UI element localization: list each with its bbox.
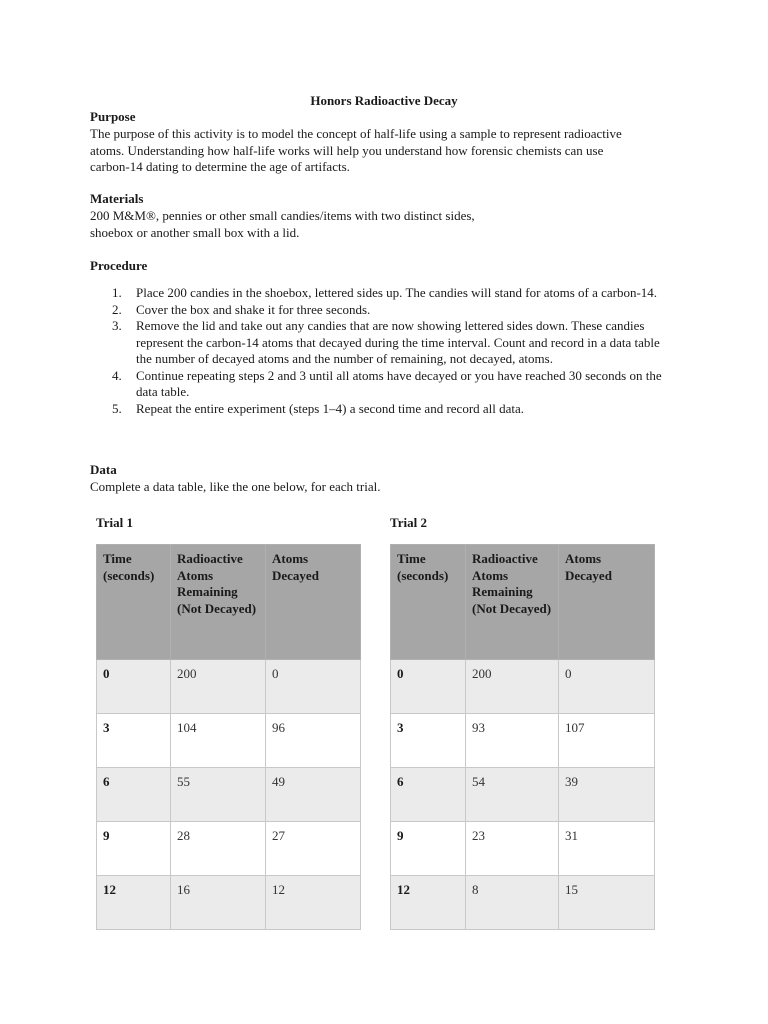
- trial-2-table: [390, 544, 655, 930]
- remaining-cell: 54: [466, 768, 559, 822]
- time-cell: 9: [391, 822, 466, 876]
- purpose-paragraph: [90, 126, 650, 176]
- column-header-time: Time (seconds): [391, 545, 466, 660]
- remaining-cell: 8: [466, 876, 559, 930]
- column-header-decayed: Atoms Decayed: [266, 545, 361, 660]
- decayed-cell: 107: [559, 714, 655, 768]
- column-header-remaining: Radioactive Atoms Remaining (Not Decayed): [466, 545, 559, 660]
- materials-line: 200 M&M®, pennies or other small candies/items with two distinct sides,: [90, 208, 475, 223]
- trial-1-table: [96, 544, 361, 930]
- table-row: [391, 768, 655, 822]
- purpose-line: carbon-14 dating to determine the age of artifacts.: [90, 159, 350, 174]
- table-row: [391, 660, 655, 714]
- step-text: Place 200 candies in the shoebox, lettered sides up. The candies will stand for atoms of a carbon-14.: [136, 285, 658, 300]
- remaining-cell: 93: [466, 714, 559, 768]
- procedure-step: [90, 368, 676, 401]
- table-row: [391, 714, 655, 768]
- column-header-remaining: Radioactive Atoms Remaining (Not Decayed): [171, 545, 266, 660]
- procedure-step: [90, 318, 676, 368]
- time-cell: 0: [97, 660, 171, 714]
- remaining-cell: 55: [171, 768, 266, 822]
- step-number: 3.: [112, 318, 122, 333]
- table-header-row: [391, 545, 655, 660]
- decayed-cell: 96: [266, 714, 361, 768]
- document-title: Honors Radioactive Decay: [310, 93, 458, 108]
- data-instruction: Complete a data table, like the one below, for each trial.: [90, 479, 381, 494]
- decayed-cell: 15: [559, 876, 655, 930]
- column-header-decayed: Atoms Decayed: [559, 545, 655, 660]
- materials-heading: Materials: [90, 191, 144, 206]
- remaining-cell: 28: [171, 822, 266, 876]
- purpose-heading: Purpose: [90, 109, 136, 124]
- time-cell: 6: [97, 768, 171, 822]
- decayed-cell: 0: [559, 660, 655, 714]
- decayed-cell: 12: [266, 876, 361, 930]
- table-header-row: [97, 545, 361, 660]
- decayed-cell: 0: [266, 660, 361, 714]
- time-cell: 12: [391, 876, 466, 930]
- trial-1-label: Trial 1: [96, 515, 133, 530]
- table-row: [97, 822, 361, 876]
- procedure-step: [90, 302, 676, 319]
- time-cell: 0: [391, 660, 466, 714]
- purpose-line: atoms. Understanding how half-life works will help you understand how forensic chemists can use: [90, 142, 604, 158]
- remaining-cell: 200: [466, 660, 559, 714]
- materials-line: shoebox or another small box with a lid.: [90, 224, 300, 240]
- step-text: Remove the lid and take out any candies that are now showing lettered sides down. These candies represent the carbon-14 atoms that decayed during the time interval. Count and record in a data table the number of decayed atoms and the number of remaining, not decayed, atoms.: [136, 318, 660, 366]
- materials-paragraph: [90, 208, 650, 241]
- column-header-time: Time (seconds): [97, 545, 171, 660]
- time-cell: 9: [97, 822, 171, 876]
- table-row: [97, 714, 361, 768]
- table-row: [391, 822, 655, 876]
- time-cell: 3: [391, 714, 466, 768]
- remaining-cell: 16: [171, 876, 266, 930]
- data-heading: Data: [90, 462, 117, 477]
- remaining-cell: 104: [171, 714, 266, 768]
- procedure-heading: Procedure: [90, 258, 148, 273]
- decayed-cell: 39: [559, 768, 655, 822]
- step-text: Cover the box and shake it for three seconds.: [136, 301, 371, 317]
- table-row: [97, 660, 361, 714]
- decayed-cell: 27: [266, 822, 361, 876]
- table-row: [97, 768, 361, 822]
- step-text: Repeat the entire experiment (steps 1–4) a second time and record all data.: [136, 400, 525, 416]
- remaining-cell: 200: [171, 660, 266, 714]
- procedure-list: [90, 285, 690, 417]
- procedure-step: [90, 401, 676, 418]
- table-row: [97, 876, 361, 930]
- purpose-line: The purpose of this activity is to model the concept of half-life using a sample to represent radioactive: [90, 126, 622, 141]
- step-number: 1.: [112, 285, 122, 300]
- time-cell: 3: [97, 714, 171, 768]
- remaining-cell: 23: [466, 822, 559, 876]
- decayed-cell: 31: [559, 822, 655, 876]
- procedure-step: [90, 285, 676, 302]
- step-number: 5.: [112, 400, 122, 416]
- step-text: Continue repeating steps 2 and 3 until all atoms have decayed or you have reached 30 seconds on the data table.: [136, 367, 662, 399]
- table-row: [391, 876, 655, 930]
- trial-2-label: Trial 2: [390, 515, 427, 530]
- step-number: 4.: [112, 367, 122, 383]
- step-number: 2.: [112, 301, 122, 317]
- time-cell: 6: [391, 768, 466, 822]
- time-cell: 12: [97, 876, 171, 930]
- decayed-cell: 49: [266, 768, 361, 822]
